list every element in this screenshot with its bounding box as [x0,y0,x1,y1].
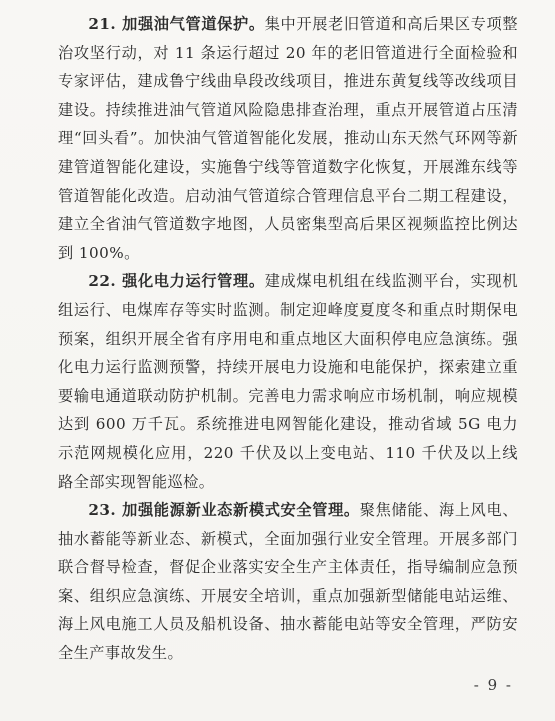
paragraph-22-heading: 22. 强化电力运行管理。 [88,272,265,291]
paragraph-21-heading: 21. 加强油气管道保护。 [88,15,265,33]
page-number: - 9 - [473,676,513,694]
document-body [58,10,518,668]
paragraph-21-text: 集中开展老旧管道和高后果区专项整治攻坚行动，对 11 条运行超过 20 年的老旧管道进行全面检验和专家评估，建成鲁宁线曲阜段改线项目，推进东黄复线等改线项目建设。持续推进油气管道风险隐患排查治理，重点开展管道占压清理“回头看”。加快油气管道智能化发展，推动山东天然气环网等新建管道智能化建设，实施鲁宁线等管道数字化恢复，开展潍东线等管道智能化改造。启动油气管道综合管理信息平台二期工程建设，建立全省油气管道数字地图，人员密集型高后果区视频监控比例达到 100%。 [58,15,518,262]
paragraph-22 [58,267,518,496]
paragraph-21 [58,10,518,267]
paragraph-23 [58,496,518,668]
paragraph-23-text: 聚焦储能、海上风电、抽水蓄能等新业态、新模式，全面加强行业安全管理。开展多部门联合督导检查，督促企业落实安全生产主体责任，指导编制应急预案、组织应急演练、开展安全培训，重点加强新型储能电站运维、海上风电施工人员及船机设备、抽水蓄能电站等安全管理，严防安全生产事故发生。 [58,501,518,663]
paragraph-22-text: 建成煤电机组在线监测平台，实现机组运行、电煤库存等实时监测。制定迎峰度夏度冬和重点时期保电预案，组织开展全省有序用电和重点地区大面积停电应急演练。强化电力运行监测预警，持续开展电力设施和电能保护，探索建立重要输电通道联动防护机制。完善电力需求响应市场机制，响应规模达到 600 万千瓦。系统推进电网智能化建设，推动省域 5G 电力示范网规模化应用，220 千伏及以上变电站、110 千伏及以上线路全部实现智能巡检。 [58,272,518,491]
paragraph-23-heading: 23. 加强能源新业态新模式安全管理。 [88,501,360,520]
